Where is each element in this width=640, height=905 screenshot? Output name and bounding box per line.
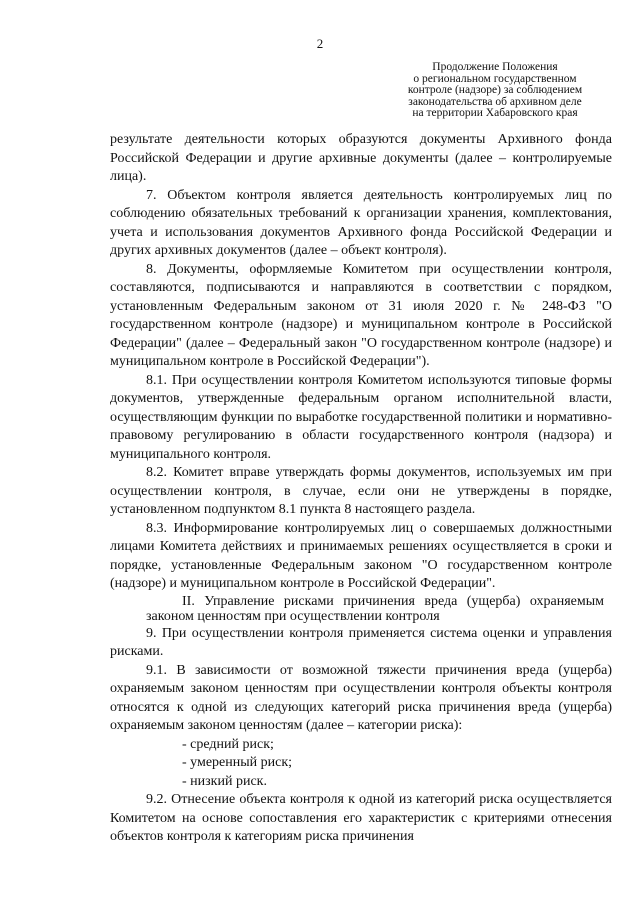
paragraph-9-1: 9.1. В зависимости от возможной тяжести причинения вреда (ущерба) охраняемым законом ценностям при осуществлении контроля объекты контроля относятся к одной из следующих категорий риска причинения вреда (ущерба) охраняемым законом ценностям (далее – категории риска): xyxy=(110,662,612,733)
paragraph-7: 7. Объектом контроля является деятельность контролируемых лиц по соблюдению обязательных требований к организации хранения, комплектования, учета и использования документов Архивного фонда Российской Федерации и других архивных документов (далее – объект контроля). xyxy=(110,187,612,258)
paragraph-8: 8. Документы, оформляемые Комитетом при осуществлении контроля, составляются, подписываются и направляются в соответствии с порядком, установленным Федеральным законом от 31 июля 2020 г. № 248-ФЗ "О государственном контроле (надзоре) и муниципальном контроле в Российской Федерации" (далее – Федеральный закон "О государственном контроле (надзоре) и муниципальном контроле в Российской Федерации"). xyxy=(110,261,612,369)
paragraph-9-2: 9.2. Отнесение объекта контроля к одной из категорий риска осуществляется Комитетом на основе сопоставления его характеристик с критериями отнесения объектов контроля к категориям риска причинения xyxy=(110,792,612,844)
paragraph-8-1: 8.1. При осуществлении контроля Комитетом используются типовые формы документов, утвержденные федеральным органом исполнительной власти, осуществляющим функции по выработке государственной политики и нормативно-правовому регулированию в области государственного контроля (надзора) и муниципального контроля. xyxy=(110,372,612,462)
paragraph-8-3: 8.3. Информирование контролируемых лиц о совершаемых должностными лицами Комитета действиях и принимаемых решениях осуществляется в сроки и порядке, установленные Федеральным законом "О государственном контроле (надзоре) и муниципальном контроле в Российской Федерации". xyxy=(110,520,612,591)
header-line: Продолжение Положения xyxy=(432,61,558,73)
page-number: 2 xyxy=(316,36,324,51)
section-heading: II. Управление рисками причинения вреда (ущерба) охраняемым законом ценностям при осуществлении контроля xyxy=(146,593,604,624)
document-header xyxy=(398,62,592,120)
paragraph-8-2: 8.2. Комитет вправе утверждать формы документов, используемых им при осуществлении контроля, в случае, если они не утверждены в порядке, установленном подпунктом 8.1 пункта 8 настоящего раздела. xyxy=(110,465,612,517)
paragraph-9: 9. При осуществлении контроля применяется система оценки и управления рисками. xyxy=(110,625,612,659)
document-body xyxy=(110,131,612,847)
risk-list-item: - средний риск; xyxy=(182,736,274,752)
risk-list-item: - низкий риск. xyxy=(182,773,267,789)
header-line: на территории Хабаровского края xyxy=(412,107,578,119)
risk-list-item: - умеренный риск; xyxy=(182,755,293,770)
header-line: контроле (надзоре) за соблюдением xyxy=(407,84,583,96)
paragraph-continuation: результате деятельности которых образуются документы Архивного фонда Российской Федерации и другие архивные документы (далее – контролируемые лица). xyxy=(110,132,612,184)
header-line: законодательства об архивном деле xyxy=(408,95,582,108)
header-line: о региональном государственном xyxy=(413,72,577,85)
